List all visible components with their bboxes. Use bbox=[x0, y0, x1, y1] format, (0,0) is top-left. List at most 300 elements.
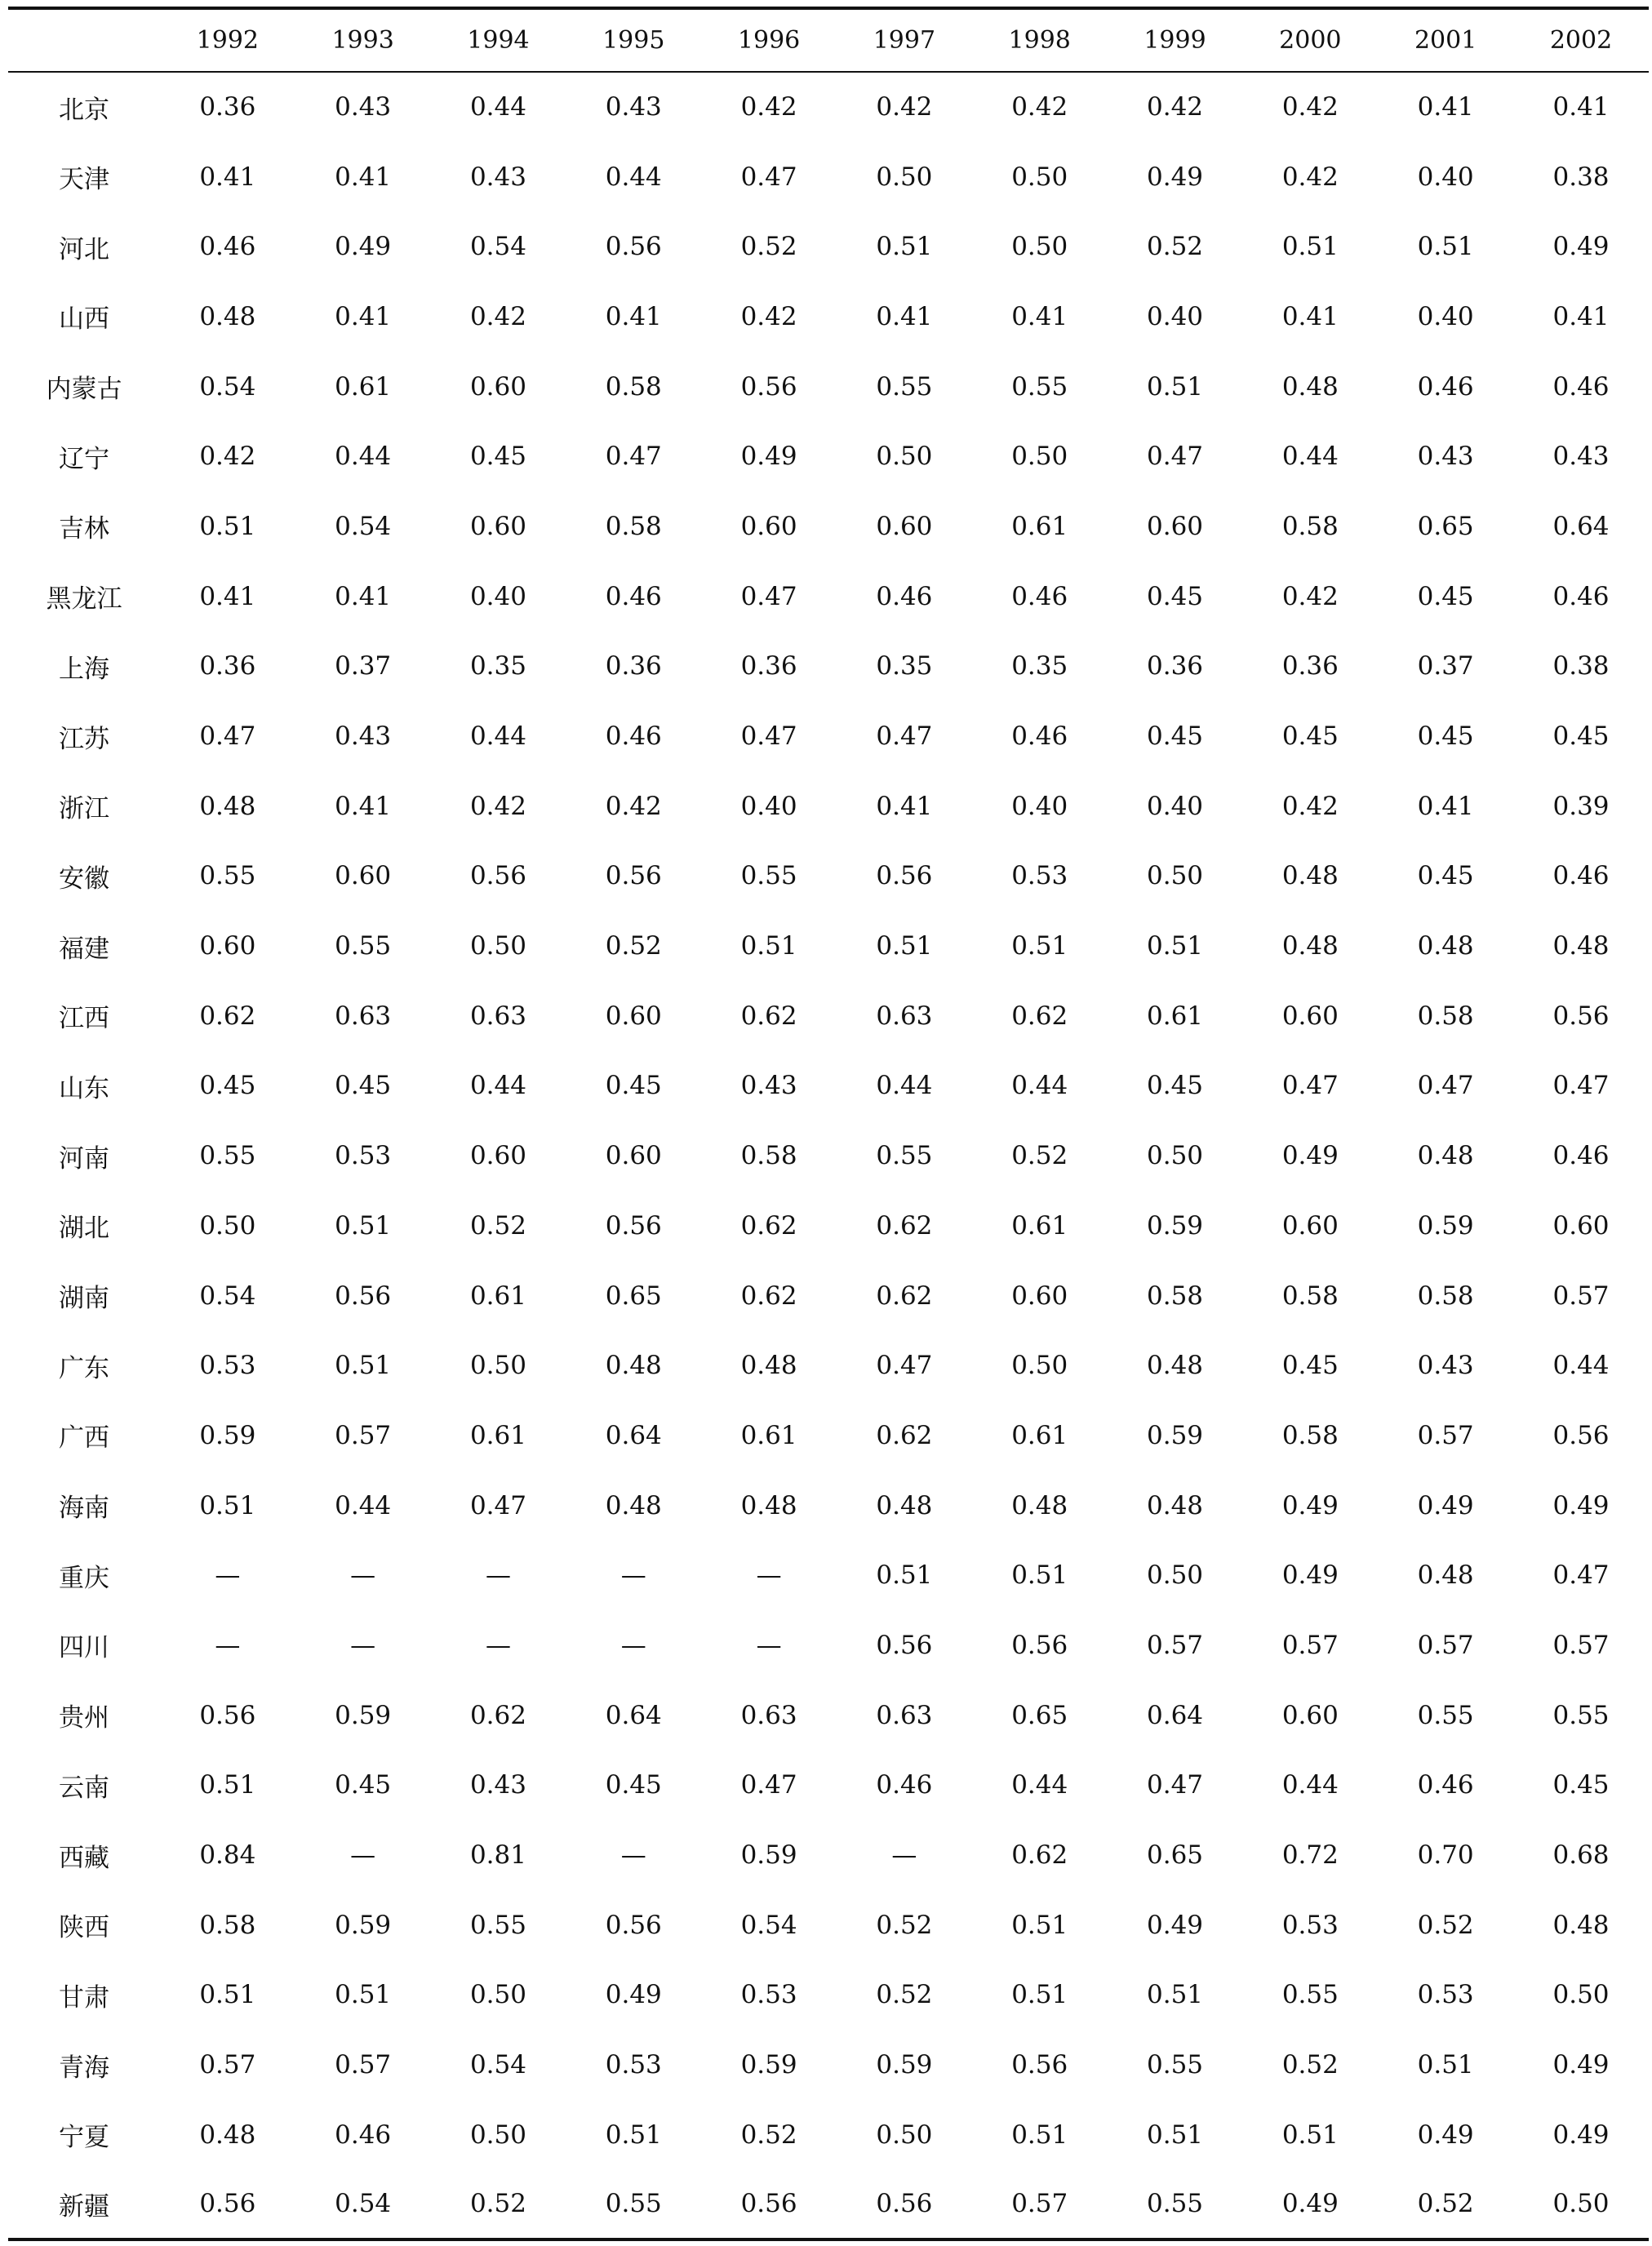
table-cell-value: 0.49 bbox=[605, 1980, 662, 2010]
table-cell-value: 0.48 bbox=[1011, 1490, 1068, 1520]
table-cell-value: 0.57 bbox=[199, 2050, 256, 2080]
table-cell-value: 0.65 bbox=[605, 1281, 662, 1311]
table-cell-value: 0.64 bbox=[605, 1700, 662, 1730]
column-header-year: 1999 bbox=[1108, 8, 1243, 72]
table-cell-value: 0.51 bbox=[199, 1490, 256, 1520]
row-label-region: 河北 bbox=[58, 234, 109, 264]
table-cell-value: 0.41 bbox=[1281, 301, 1339, 331]
table-cell-value: 0.52 bbox=[740, 232, 797, 262]
table-cell-value: 0.60 bbox=[1011, 1281, 1068, 1311]
table-cell-value: 0.36 bbox=[1281, 651, 1339, 681]
table-cell-value: 0.52 bbox=[1147, 232, 1204, 262]
row-label-region: 吉林 bbox=[58, 514, 109, 544]
table-cell-value: 0.51 bbox=[1281, 2119, 1339, 2150]
table-row bbox=[8, 72, 1649, 142]
table-cell-value: 0.51 bbox=[1147, 371, 1204, 402]
table-cell-value: 0.61 bbox=[740, 1420, 797, 1450]
row-label-region: 甘肃 bbox=[58, 1982, 109, 2013]
table-cell-value: 0.52 bbox=[1281, 2050, 1339, 2080]
table-cell-value: 0.41 bbox=[199, 581, 256, 611]
table-cell-value: 0.45 bbox=[1417, 861, 1474, 891]
table-cell-value: 0.60 bbox=[1147, 511, 1204, 541]
table-cell-value: 0.43 bbox=[335, 92, 392, 122]
table-cell-value: 0.41 bbox=[199, 162, 256, 192]
table-cell-value: 0.53 bbox=[740, 1980, 797, 2010]
table-cell-value: 0.62 bbox=[1011, 1001, 1068, 1031]
column-header-year: 1997 bbox=[837, 8, 972, 72]
table-cell-value: 0.48 bbox=[1147, 1351, 1204, 1381]
table-cell-value: 0.46 bbox=[1552, 861, 1610, 891]
table-cell-value: 0.58 bbox=[1417, 1281, 1474, 1311]
table-cell-value: 0.44 bbox=[1011, 1770, 1068, 1800]
row-label-region: 辽宁 bbox=[58, 444, 109, 474]
table-cell-value: 0.49 bbox=[1552, 1490, 1610, 1520]
table-row bbox=[8, 1890, 1649, 1960]
table-cell-value: 0.55 bbox=[876, 371, 933, 402]
table-row bbox=[8, 562, 1649, 632]
table-cell-value: 0.46 bbox=[1011, 581, 1068, 611]
table-cell-value: 0.51 bbox=[876, 232, 933, 262]
table-cell-value: 0.56 bbox=[701, 2170, 837, 2240]
table-cell-value: 0.52 bbox=[740, 2119, 797, 2150]
table-cell-value: 0.53 bbox=[199, 1351, 256, 1381]
table-cell-value: 0.41 bbox=[1011, 301, 1068, 331]
table-cell-value: 0.65 bbox=[1147, 1840, 1204, 1871]
row-label-region: 广西 bbox=[58, 1423, 109, 1454]
table-cell-value: 0.72 bbox=[1281, 1840, 1339, 1871]
table-cell-value: 0.46 bbox=[876, 581, 933, 611]
row-label-region: 广东 bbox=[58, 1353, 109, 1383]
table-cell-value: 0.51 bbox=[335, 1351, 392, 1381]
table-cell-value: 0.60 bbox=[199, 931, 256, 961]
table-cell-value: 0.47 bbox=[1417, 1071, 1474, 1101]
table-row bbox=[8, 2170, 1649, 2240]
table-cell-value: 0.43 bbox=[469, 1770, 526, 1800]
table-cell-value: 0.60 bbox=[605, 1141, 662, 1171]
table-cell-value: 0.59 bbox=[1147, 1210, 1204, 1241]
table-cell-value: 0.59 bbox=[876, 2050, 933, 2080]
table-row bbox=[8, 1820, 1649, 1890]
table-cell-value: 0.50 bbox=[876, 2119, 933, 2150]
table-row bbox=[8, 1540, 1649, 1610]
table-cell-value: 0.56 bbox=[1552, 1420, 1610, 1450]
table-cell-value: 0.62 bbox=[876, 1420, 933, 1450]
table-cell-value: 0.62 bbox=[740, 1281, 797, 1311]
table-cell-value: 0.41 bbox=[335, 301, 392, 331]
table-cell-value: 0.53 bbox=[335, 1141, 392, 1171]
table-cell-value: 0.55 bbox=[469, 1910, 526, 1940]
table-cell-value: — bbox=[891, 1840, 917, 1871]
table-cell-value: 0.58 bbox=[605, 511, 662, 541]
table-cell-value: — bbox=[620, 1630, 646, 1660]
table-cell-value: 0.56 bbox=[1552, 1001, 1610, 1031]
table-cell-value: 0.45 bbox=[1417, 721, 1474, 752]
row-label-region: 贵州 bbox=[58, 1703, 109, 1733]
table-cell-value: 0.51 bbox=[1147, 931, 1204, 961]
table-cell-value: 0.55 bbox=[566, 2170, 701, 2240]
table-cell-value: 0.47 bbox=[469, 1490, 526, 1520]
table-cell-value: 0.50 bbox=[1552, 1980, 1610, 2010]
table-cell-value: 0.43 bbox=[1417, 442, 1474, 472]
table-cell-value: 0.44 bbox=[605, 162, 662, 192]
table-cell-value: 0.41 bbox=[605, 301, 662, 331]
table-cell-value: 0.49 bbox=[1552, 232, 1610, 262]
table-cell-value: 0.55 bbox=[1281, 1980, 1339, 2010]
table-cell-value: 0.35 bbox=[876, 651, 933, 681]
table-cell-value: 0.47 bbox=[1147, 1770, 1204, 1800]
table-cell-value: 0.50 bbox=[1011, 232, 1068, 262]
table-cell-value: 0.51 bbox=[1417, 232, 1474, 262]
table-cell-value: 0.45 bbox=[335, 1770, 392, 1800]
table-row bbox=[8, 701, 1649, 771]
table-cell-value: 0.45 bbox=[605, 1071, 662, 1101]
table-cell-value: 0.51 bbox=[335, 1210, 392, 1241]
table-cell-value: 0.62 bbox=[1011, 1840, 1068, 1871]
table-cell-value: — bbox=[215, 1560, 241, 1591]
table-cell-value: 0.50 bbox=[469, 1351, 526, 1381]
table-cell-value: 0.54 bbox=[199, 371, 256, 402]
table-cell-value: 0.56 bbox=[199, 1700, 256, 1730]
table-cell-value: 0.48 bbox=[1552, 1910, 1610, 1940]
table-cell-value: 0.61 bbox=[469, 1420, 526, 1450]
table-cell-value: 0.59 bbox=[740, 2050, 797, 2080]
row-label-region: 四川 bbox=[58, 1633, 109, 1663]
table-cell-value: 0.43 bbox=[335, 721, 392, 752]
table-cell-value: 0.59 bbox=[199, 1420, 256, 1450]
table-row bbox=[8, 1330, 1649, 1400]
table-cell-value: 0.54 bbox=[469, 2050, 526, 2080]
table-cell-value: 0.49 bbox=[1417, 2119, 1474, 2150]
table-row bbox=[8, 1610, 1649, 1680]
table-cell-value: 0.50 bbox=[876, 442, 933, 472]
row-label-region: 山西 bbox=[58, 304, 109, 335]
table-cell-value: 0.49 bbox=[1281, 1490, 1339, 1520]
table-cell-value: 0.46 bbox=[1552, 1141, 1610, 1171]
table-row bbox=[8, 491, 1649, 562]
table-cell-value: 0.59 bbox=[335, 1700, 392, 1730]
table-row bbox=[8, 1680, 1649, 1751]
table-row bbox=[8, 1191, 1649, 1261]
table-cell-value: 0.44 bbox=[469, 92, 526, 122]
table-cell-value: 0.50 bbox=[469, 2119, 526, 2150]
table-cell-value: 0.49 bbox=[1147, 1910, 1204, 1940]
table-row bbox=[8, 1051, 1649, 1121]
table-cell-value: 0.46 bbox=[876, 1770, 933, 1800]
table-cell-value: 0.51 bbox=[876, 1560, 933, 1591]
table-cell-value: 0.47 bbox=[1281, 1071, 1339, 1101]
table-cell-value: 0.58 bbox=[740, 1141, 797, 1171]
table-cell-value: 0.51 bbox=[876, 931, 933, 961]
table-cell-value: 0.48 bbox=[199, 2119, 256, 2150]
row-label-region: 海南 bbox=[58, 1494, 109, 1524]
table-cell-value: 0.46 bbox=[199, 232, 256, 262]
table-cell-value: 0.56 bbox=[876, 861, 933, 891]
column-header-year: 1998 bbox=[972, 8, 1108, 72]
table-cell-value: 0.45 bbox=[605, 1770, 662, 1800]
row-label-region: 湖南 bbox=[58, 1284, 109, 1314]
table-cell-value: 0.65 bbox=[1011, 1700, 1068, 1730]
table-cell-value: 0.81 bbox=[469, 1840, 526, 1871]
table-cell-value: 0.54 bbox=[740, 1910, 797, 1940]
row-label-region: 内蒙古 bbox=[46, 375, 122, 405]
table-cell-value: 0.52 bbox=[1417, 1910, 1474, 1940]
table-cell-value: 0.48 bbox=[1281, 371, 1339, 402]
table-cell-value: 0.36 bbox=[199, 92, 256, 122]
table-cell-value: 0.53 bbox=[1011, 861, 1068, 891]
table-cell-value: 0.48 bbox=[876, 1490, 933, 1520]
table-cell-value: 0.68 bbox=[1552, 1840, 1610, 1871]
table-cell-value: 0.42 bbox=[605, 791, 662, 821]
table-cell-value: 0.51 bbox=[1147, 1980, 1204, 2010]
row-label-region: 青海 bbox=[58, 2053, 109, 2083]
table-cell-value: 0.41 bbox=[335, 791, 392, 821]
row-label-region: 重庆 bbox=[58, 1563, 109, 1593]
table-cell-value: 0.57 bbox=[1417, 1630, 1474, 1660]
table-cell-value: 0.70 bbox=[1417, 1840, 1474, 1871]
table-cell-value: — bbox=[350, 1840, 376, 1871]
table-cell-value: 0.47 bbox=[1552, 1560, 1610, 1591]
column-header-year: 2001 bbox=[1378, 8, 1513, 72]
table-cell-value: 0.56 bbox=[1011, 2050, 1068, 2080]
table-cell-value: 0.46 bbox=[1011, 721, 1068, 752]
table-cell-value: 0.64 bbox=[605, 1420, 662, 1450]
table-cell-value: 0.47 bbox=[1147, 442, 1204, 472]
table-cell-value: — bbox=[350, 1630, 376, 1660]
table-cell-value: 0.49 bbox=[1552, 2119, 1610, 2150]
table-cell-value: 0.64 bbox=[1552, 511, 1610, 541]
table-cell-value: 0.55 bbox=[1011, 371, 1068, 402]
table-cell-value: 0.40 bbox=[1417, 301, 1474, 331]
table-cell-value: 0.46 bbox=[1552, 581, 1610, 611]
table-cell-value: 0.51 bbox=[1011, 1560, 1068, 1591]
table-cell-value: 0.60 bbox=[469, 511, 526, 541]
table-cell-value: 0.38 bbox=[1552, 162, 1610, 192]
table-cell-value: 0.46 bbox=[335, 2119, 392, 2150]
table-row bbox=[8, 1400, 1649, 1471]
table-cell-value: 0.46 bbox=[605, 581, 662, 611]
table-cell-value: 0.48 bbox=[199, 791, 256, 821]
table-cell-value: — bbox=[756, 1560, 782, 1591]
table-cell-value: — bbox=[485, 1630, 511, 1660]
table-cell-value: 0.55 bbox=[876, 1141, 933, 1171]
table-cell-value: 0.60 bbox=[605, 1001, 662, 1031]
table-cell-value: 0.56 bbox=[335, 1281, 392, 1311]
table-header bbox=[8, 8, 1649, 72]
table-cell-value: 0.59 bbox=[335, 1910, 392, 1940]
table-cell-value: 0.44 bbox=[1011, 1071, 1068, 1101]
table-row bbox=[8, 142, 1649, 212]
table-cell-value: 0.57 bbox=[972, 2170, 1108, 2240]
table-cell-value: 0.42 bbox=[740, 301, 797, 331]
table-cell-value: 0.42 bbox=[1147, 92, 1204, 122]
table-cell-value: 0.48 bbox=[1147, 1490, 1204, 1520]
table-cell-value: 0.65 bbox=[1417, 511, 1474, 541]
table-cell-value: — bbox=[215, 1630, 241, 1660]
table-cell-value: 0.58 bbox=[605, 371, 662, 402]
table-row bbox=[8, 1121, 1649, 1191]
table-row bbox=[8, 352, 1649, 422]
table-cell-value: 0.42 bbox=[1281, 92, 1339, 122]
row-label-region: 宁夏 bbox=[58, 2123, 109, 2153]
table-cell-value: 0.39 bbox=[1552, 791, 1610, 821]
table-cell-value: 0.56 bbox=[1011, 1630, 1068, 1660]
table-cell-value: 0.45 bbox=[1147, 721, 1204, 752]
table-cell-value: 0.52 bbox=[605, 931, 662, 961]
table-cell-value: 0.45 bbox=[1552, 721, 1610, 752]
row-label-region: 北京 bbox=[58, 95, 109, 125]
table-cell-value: 0.61 bbox=[1147, 1001, 1204, 1031]
table-cell-value: 0.45 bbox=[335, 1071, 392, 1101]
table-cell-value: 0.50 bbox=[1147, 861, 1204, 891]
table-cell-value: 0.42 bbox=[469, 791, 526, 821]
table-cell-value: 0.48 bbox=[605, 1351, 662, 1381]
table-cell-value: 0.62 bbox=[740, 1001, 797, 1031]
table-cell-value: 0.46 bbox=[1417, 371, 1474, 402]
row-label-region: 山东 bbox=[58, 1073, 109, 1103]
column-header-year: 2000 bbox=[1242, 8, 1378, 72]
table-cell-value: 0.48 bbox=[740, 1490, 797, 1520]
table-row bbox=[8, 911, 1649, 981]
table-cell-value: — bbox=[756, 1630, 782, 1660]
table-cell-value: 0.48 bbox=[1417, 1560, 1474, 1591]
row-label-region: 云南 bbox=[58, 1773, 109, 1803]
table-row bbox=[8, 421, 1649, 491]
table-cell-value: 0.60 bbox=[469, 1141, 526, 1171]
table-cell-value: 0.51 bbox=[1147, 2119, 1204, 2150]
table-cell-value: 0.54 bbox=[469, 232, 526, 262]
table-cell-value: 0.47 bbox=[740, 581, 797, 611]
table-cell-value: 0.58 bbox=[1281, 1420, 1339, 1450]
table-cell-value: 0.42 bbox=[1281, 791, 1339, 821]
table-cell-value: — bbox=[350, 1560, 376, 1591]
table-cell-value: 0.42 bbox=[1011, 92, 1068, 122]
table-cell-value: 0.64 bbox=[1147, 1700, 1204, 1730]
table-row bbox=[8, 632, 1649, 702]
table-cell-value: 0.61 bbox=[1011, 1210, 1068, 1241]
table-row bbox=[8, 981, 1649, 1051]
column-header-year: 1995 bbox=[566, 8, 701, 72]
table-cell-value: 0.40 bbox=[1147, 791, 1204, 821]
table-cell-value: 0.60 bbox=[1281, 1700, 1339, 1730]
table-cell-value: 0.50 bbox=[199, 1210, 256, 1241]
table-cell-value: 0.55 bbox=[1108, 2170, 1243, 2240]
table-cell-value: 0.49 bbox=[1147, 162, 1204, 192]
row-label-region: 上海 bbox=[58, 654, 109, 684]
row-label-region: 湖北 bbox=[58, 1214, 109, 1244]
row-label-region: 天津 bbox=[58, 165, 109, 195]
table-cell-value: 0.63 bbox=[876, 1001, 933, 1031]
table-cell-value: 0.50 bbox=[1011, 442, 1068, 472]
table-cell-value: 0.61 bbox=[1011, 1420, 1068, 1450]
table-cell-value: 0.42 bbox=[876, 92, 933, 122]
table-cell-value: 0.51 bbox=[1011, 1910, 1068, 1940]
table-cell-value: 0.60 bbox=[335, 861, 392, 891]
row-label-region: 浙江 bbox=[58, 794, 109, 824]
table-cell-value: — bbox=[485, 1560, 511, 1591]
table-cell-value: 0.49 bbox=[1281, 1141, 1339, 1171]
table-cell-value: 0.53 bbox=[605, 2050, 662, 2080]
table-cell-value: 0.55 bbox=[1417, 1700, 1474, 1730]
table-cell-value: 0.44 bbox=[1552, 1351, 1610, 1381]
table-cell-value: 0.55 bbox=[740, 861, 797, 891]
table-cell-value: 0.35 bbox=[469, 651, 526, 681]
table-cell-value: 0.37 bbox=[335, 651, 392, 681]
table-cell-value: 0.44 bbox=[469, 1071, 526, 1101]
table-cell-value: 0.45 bbox=[199, 1071, 256, 1101]
table-row bbox=[8, 211, 1649, 282]
table-cell-value: 0.43 bbox=[605, 92, 662, 122]
table-cell-value: 0.42 bbox=[1281, 162, 1339, 192]
table-cell-value: 0.59 bbox=[1417, 1210, 1474, 1241]
table-cell-value: 0.36 bbox=[605, 651, 662, 681]
table-cell-value: 0.58 bbox=[1281, 511, 1339, 541]
table-cell-value: 0.41 bbox=[1417, 791, 1474, 821]
table-cell-value: 0.47 bbox=[1552, 1071, 1610, 1101]
table-cell-value: 0.43 bbox=[469, 162, 526, 192]
table-cell-value: 0.56 bbox=[605, 1910, 662, 1940]
table-cell-value: 0.42 bbox=[199, 442, 256, 472]
table-cell-value: 0.53 bbox=[1281, 1910, 1339, 1940]
table-cell-value: 0.56 bbox=[605, 1210, 662, 1241]
table-cell-value: 0.54 bbox=[295, 2170, 431, 2240]
table-cell-value: 0.52 bbox=[1378, 2170, 1513, 2240]
table-cell-value: 0.51 bbox=[199, 511, 256, 541]
table-cell-value: 0.41 bbox=[335, 162, 392, 192]
table-cell-value: 0.45 bbox=[1281, 1351, 1339, 1381]
table-cell-value: 0.49 bbox=[1281, 1560, 1339, 1591]
table-cell-value: 0.48 bbox=[605, 1490, 662, 1520]
table-row bbox=[8, 771, 1649, 841]
table-cell-value: 0.44 bbox=[469, 721, 526, 752]
table-cell-value: 0.45 bbox=[1147, 1071, 1204, 1101]
table-cell-value: 0.46 bbox=[605, 721, 662, 752]
column-header-year: 1994 bbox=[431, 8, 566, 72]
table-cell-value: 0.51 bbox=[335, 1980, 392, 2010]
table-cell-value: 0.49 bbox=[1417, 1490, 1474, 1520]
table-cell-value: 0.48 bbox=[1552, 931, 1610, 961]
table-cell-value: 0.48 bbox=[1417, 931, 1474, 961]
row-label-region: 福建 bbox=[58, 934, 109, 964]
table-cell-value: 0.60 bbox=[1552, 1210, 1610, 1241]
table-cell-value: 0.61 bbox=[335, 371, 392, 402]
header-row bbox=[8, 8, 1649, 72]
data-table bbox=[8, 7, 1649, 2241]
table-cell-value: 0.41 bbox=[876, 791, 933, 821]
table-cell-value: 0.40 bbox=[1417, 162, 1474, 192]
table-cell-value: 0.48 bbox=[199, 301, 256, 331]
table-cell-value: 0.57 bbox=[1417, 1420, 1474, 1450]
table-cell-value: 0.42 bbox=[1281, 581, 1339, 611]
table-cell-value: 0.51 bbox=[1011, 931, 1068, 961]
table-cell-value: 0.57 bbox=[335, 2050, 392, 2080]
row-label-region: 新疆 bbox=[8, 2170, 160, 2240]
table-cell-value: 0.55 bbox=[199, 1141, 256, 1171]
table-cell-value: 0.56 bbox=[469, 861, 526, 891]
table-cell-value: 0.49 bbox=[740, 442, 797, 472]
table-cell-value: 0.55 bbox=[1552, 1700, 1610, 1730]
table-cell-value: 0.62 bbox=[199, 1001, 256, 1031]
row-label-region: 黑龙江 bbox=[46, 584, 122, 615]
table-cell-value: 0.45 bbox=[469, 442, 526, 472]
table-cell-value: 0.43 bbox=[740, 1071, 797, 1101]
table-cell-value: 0.55 bbox=[199, 861, 256, 891]
table-cell-value: 0.41 bbox=[1552, 92, 1610, 122]
table-cell-value: 0.59 bbox=[1147, 1420, 1204, 1450]
table-cell-value: 0.62 bbox=[740, 1210, 797, 1241]
table-cell-value: 0.56 bbox=[605, 861, 662, 891]
table-cell-value: 0.45 bbox=[1147, 581, 1204, 611]
table-cell-value: 0.56 bbox=[876, 1630, 933, 1660]
